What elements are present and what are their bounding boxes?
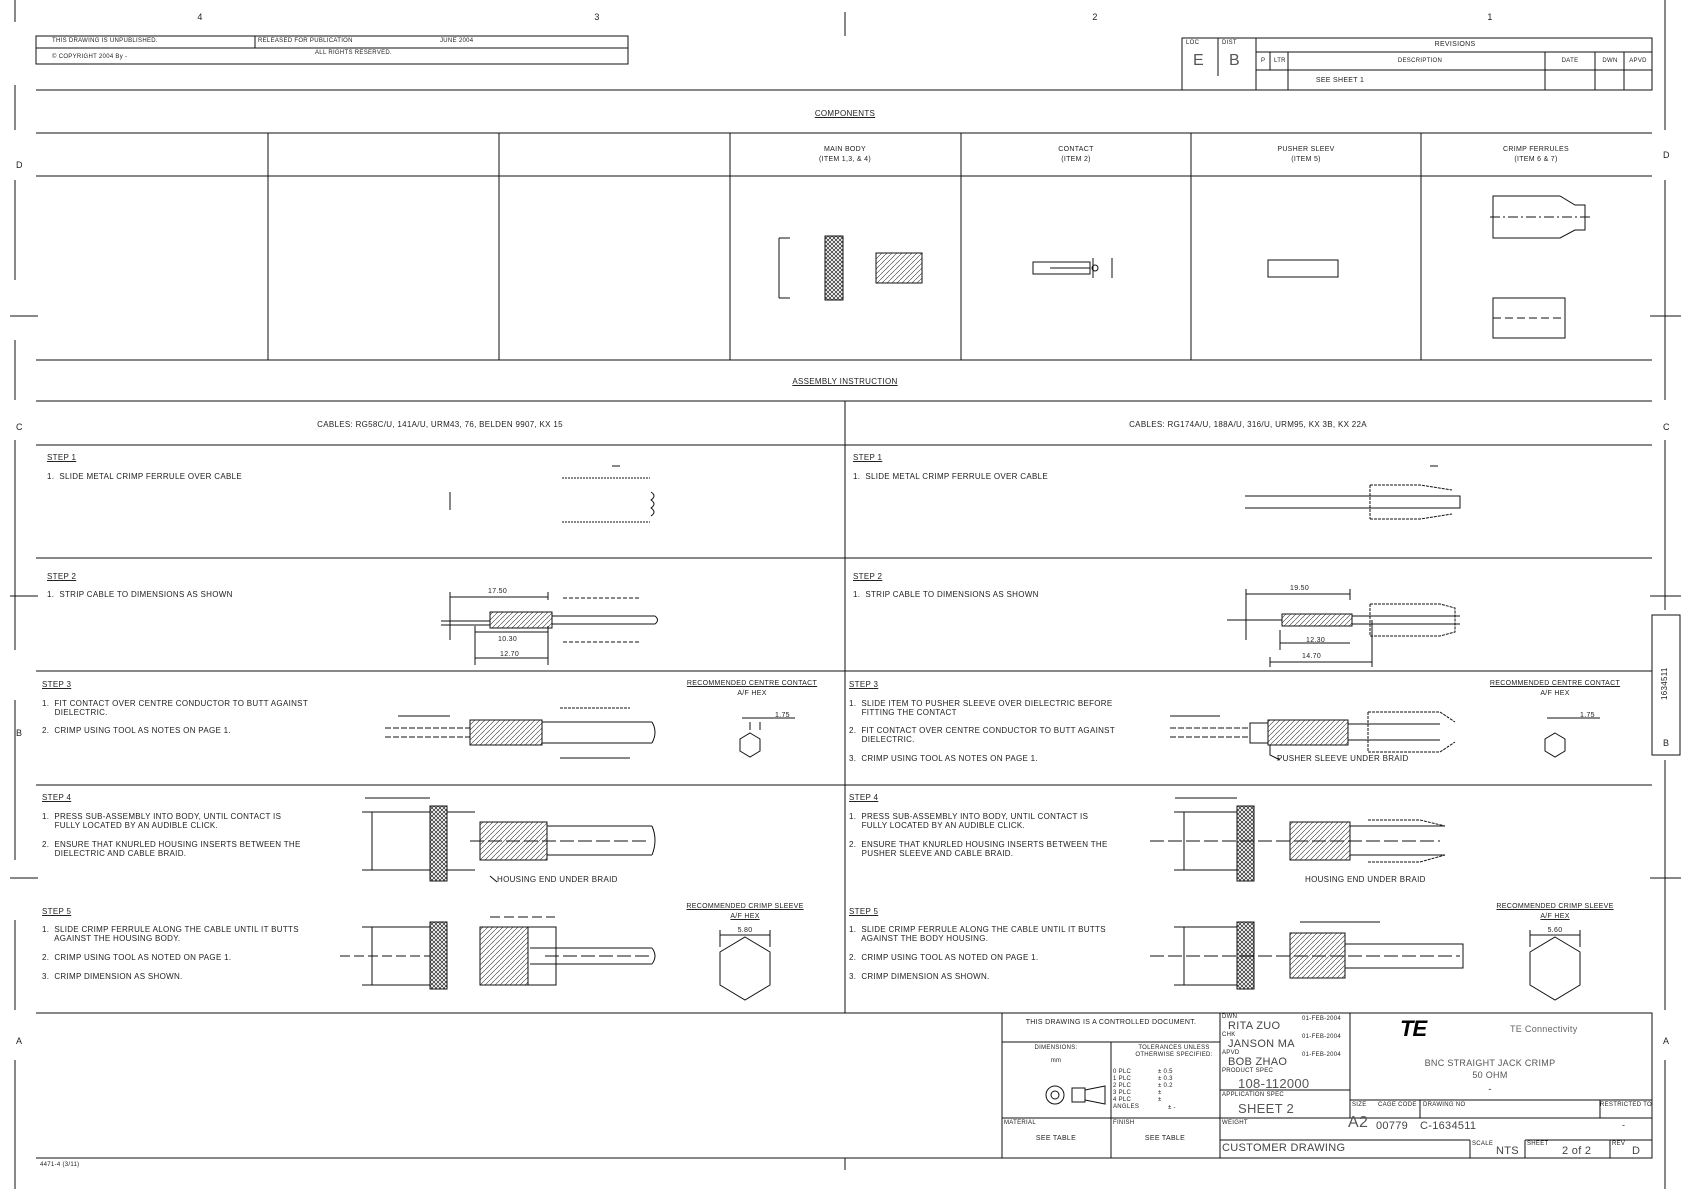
scale-value: NTS (1496, 1145, 1519, 1157)
right-step5-dim: 5.60 (1547, 927, 1563, 934)
right-step5-line2: 2. CRIMP USING TOOL AS NOTED ON PAGE 1. (849, 953, 1039, 962)
material-value: SEE TABLE (1035, 1135, 1077, 1142)
right-step3-rec1: RECOMMENDED CENTRE CONTACT (1489, 680, 1621, 687)
revisions-title: REVISIONS (1434, 41, 1476, 48)
cage-value: 00779 (1376, 1120, 1409, 1132)
assembly-title: ASSEMBLY INSTRUCTION (792, 377, 898, 386)
right-step3-line3: 3. CRIMP USING TOOL AS NOTES ON PAGE 1. (849, 754, 1038, 763)
restricted-value: - (1622, 1120, 1626, 1130)
left-step3-rec1: RECOMMENDED CENTRE CONTACT (686, 680, 818, 687)
loc-value: E (1193, 52, 1204, 69)
app-spec-label: APPLICATION SPEC (1222, 1092, 1285, 1098)
right-step4-line1a: 1. PRESS SUB-ASSEMBLY INTO BODY, UNTIL CONTACT IS (849, 812, 1089, 821)
material-label: MATERIAL (1004, 1120, 1036, 1126)
right-step5-drawing (1150, 922, 1580, 1000)
product-spec: 108-112000 (1238, 1076, 1310, 1091)
rev-ltr-label: LTR (1274, 58, 1286, 64)
right-step5-line1a: 1. SLIDE CRIMP FERRULE ALONG THE CABLE UNTIL IT BUTTS (849, 925, 1106, 934)
tol-plc: 3 PLC (1113, 1090, 1132, 1096)
rev-value: D (1632, 1145, 1641, 1157)
left-step4-line2b: DIELECTRIC AND CABLE BRAID. (42, 849, 187, 858)
dwn-name: RITA ZUO (1228, 1020, 1281, 1032)
right-step2-dim3: 14.70 (1302, 653, 1322, 660)
right-step3-title: STEP 3 (849, 680, 879, 689)
sheet-value: 2 of 2 (1562, 1145, 1592, 1157)
dimensions-unit: mm (1050, 1058, 1062, 1064)
customer-drawing: CUSTOMER DRAWING (1222, 1142, 1346, 1154)
tol-val: ± - (1168, 1105, 1176, 1111)
tol-plc: 4 PLC (1113, 1097, 1132, 1103)
tol-val: ± 0.3 (1158, 1076, 1173, 1082)
side-drawing-number: 1634511 (1660, 667, 1669, 700)
dwn-date: 01-FEB-2004 (1302, 1016, 1341, 1022)
left-step4-line1a: 1. PRESS SUB-ASSEMBLY INTO BODY, UNTIL CONTACT IS (42, 812, 282, 821)
controlled-doc-note: THIS DRAWING IS A CONTROLLED DOCUMENT. (1025, 1019, 1197, 1026)
component-main-body-items: (ITEM 1,3, & 4) (819, 156, 871, 163)
zone-left-c: C (16, 422, 23, 432)
left-step4-line2a: 2. ENSURE THAT KNURLED HOUSING INSERTS BETWEEN THE (42, 840, 301, 849)
zone-right-a: A (1663, 1036, 1670, 1046)
left-step5-line3: 3. CRIMP DIMENSION AS SHOWN. (42, 972, 183, 981)
right-step3-line2b: DIELECTRIC. (849, 735, 915, 744)
right-step4-line2b: PUSHER SLEEVE AND CABLE BRAID. (849, 849, 1014, 858)
right-step3-callout: PUSHER SLEEVE UNDER BRAID (1277, 754, 1409, 763)
appd-date: 01-FEB-2004 (1302, 1052, 1341, 1058)
form-number: 4471-4 (3/11) (40, 1162, 80, 1168)
left-step3-line1b: DIELECTRIC. (42, 708, 108, 717)
zone-top-2: 2 (1092, 12, 1098, 22)
left-step4-line1b: FULLY LOCATED BY AN AUDIBLE CLICK. (42, 821, 219, 830)
component-pusher-sleeve-items: (ITEM 5) (1291, 156, 1321, 163)
components-table (36, 133, 1652, 360)
left-step1-title: STEP 1 (47, 453, 77, 462)
left-step4-drawing (362, 798, 655, 882)
left-step5-line1a: 1. SLIDE CRIMP FERRULE ALONG THE CABLE UNTIL IT BUTTS (42, 925, 299, 934)
left-step5-title: STEP 5 (42, 907, 72, 916)
left-step2-line1: 1. STRIP CABLE TO DIMENSIONS AS SHOWN (47, 590, 233, 599)
left-cables: CABLES: RG58C/U, 141A/U, URM43, 76, BELDEN 9907, KX 15 (317, 420, 563, 429)
left-step2-dim3: 12.70 (500, 651, 520, 658)
components-title: COMPONENTS (814, 109, 876, 118)
right-step1-drawing (1245, 466, 1460, 519)
component-crimp-ferrules: CRIMP FERRULES (1503, 146, 1569, 153)
tol-val: ± 0.5 (1158, 1069, 1173, 1075)
left-step5-rec2: A/F HEX (730, 913, 760, 920)
right-cables: CABLES: RG174A/U, 188A/U, 316/U, URM95, KX 3B, KX 22A (1129, 420, 1367, 429)
finish-label: FINISH (1113, 1120, 1135, 1126)
left-step3-rec2: A/F HEX (737, 690, 767, 697)
see-sheet-note: SEE SHEET 1 (1315, 77, 1365, 84)
tol-plc: ANGLES (1113, 1104, 1140, 1110)
title-line1: BNC STRAIGHT JACK CRIMP (1424, 1058, 1556, 1068)
crimp-ferrule-component (1490, 196, 1590, 338)
drawing-no-label: DRAWING NO (1423, 1102, 1466, 1108)
chk-name: JANSON MA (1228, 1038, 1295, 1050)
app-spec: SHEET 2 (1238, 1101, 1295, 1116)
tolerances-label: TOLERANCES UNLESS OTHERWISE SPECIFIED: (1135, 1045, 1213, 1058)
left-step2-dim2: 10.30 (498, 636, 518, 643)
tol-val: ± 0.2 (1158, 1083, 1173, 1089)
dist-label: DIST (1222, 40, 1237, 46)
left-step5-line2: 2. CRIMP USING TOOL AS NOTED ON PAGE 1. (42, 953, 232, 962)
left-step5-rec1: RECOMMENDED CRIMP SLEEVE (686, 903, 804, 910)
left-step4-callout: HOUSING END UNDER BRAID (497, 875, 618, 884)
left-step5-line1b: AGAINST THE HOUSING BODY. (42, 934, 181, 943)
left-step5-drawing (340, 917, 770, 1000)
right-step3-rec2: A/F HEX (1540, 690, 1570, 697)
left-step3-line1a: 1. FIT CONTACT OVER CENTRE CONDUCTOR TO BUTT AGAINST (42, 699, 309, 708)
tol-plc: 0 PLC (1113, 1069, 1132, 1075)
chk-date: 01-FEB-2004 (1302, 1034, 1341, 1040)
copyright-note: © COPYRIGHT 2004 By - (52, 54, 128, 60)
left-step1-drawing (450, 466, 654, 522)
left-step2-drawing (441, 592, 658, 665)
te-logo: TE (1400, 1016, 1427, 1041)
right-step5-title: STEP 5 (849, 907, 879, 916)
left-step3-drawing (385, 708, 795, 758)
pusher-sleeve-component (1268, 260, 1338, 277)
right-step3-dim: 1.75 (1580, 712, 1595, 719)
rev-dwn-label: DWN (1602, 58, 1618, 64)
release-date: JUNE 2004 (440, 38, 474, 44)
right-step2-dim1: 19.50 (1290, 585, 1310, 592)
finish-value: SEE TABLE (1144, 1135, 1186, 1142)
zone-left-a: A (16, 1036, 23, 1046)
component-contact: CONTACT (1058, 146, 1094, 153)
right-step2-drawing (1227, 589, 1460, 667)
zone-left-b: B (16, 728, 23, 738)
right-step5-rec1: RECOMMENDED CRIMP SLEEVE (1496, 903, 1614, 910)
left-step3-dim: 1.75 (775, 712, 790, 719)
released-note: RELEASED FOR PUBLICATION (258, 38, 353, 44)
right-step4-title: STEP 4 (849, 793, 879, 802)
right-step1-line1: 1. SLIDE METAL CRIMP FERRULE OVER CABLE (853, 472, 1049, 481)
contact-component (1033, 258, 1112, 278)
appd-label: APVD (1222, 1050, 1240, 1056)
left-step4-title: STEP 4 (42, 793, 72, 802)
zone-right-c: C (1663, 422, 1670, 432)
zone-top-3: 3 (594, 12, 600, 22)
loc-label: LOC (1186, 40, 1200, 46)
component-pusher-sleeve: PUSHER SLEEV (1277, 146, 1335, 153)
chk-label: CHK (1222, 1032, 1236, 1038)
right-step2-dim2: 12.30 (1306, 637, 1326, 644)
company-name: TE Connectivity (1510, 1024, 1578, 1034)
left-step5-dim: 5.80 (737, 927, 753, 934)
sheet-label: SHEET (1527, 1141, 1549, 1147)
tol-val: ± (1158, 1097, 1162, 1103)
title-line2: 50 OHM (1472, 1070, 1508, 1080)
left-step2-dim1: 17.50 (488, 588, 508, 595)
zone-right-b: B (1663, 738, 1670, 748)
right-step4-callout: HOUSING END UNDER BRAID (1305, 875, 1426, 884)
right-step4-line1b: FULLY LOCATED BY AN AUDIBLE CLICK. (849, 821, 1026, 830)
appd-name: BOB ZHAO (1228, 1056, 1288, 1068)
rev-label: REV (1612, 1141, 1626, 1147)
product-spec-label: PRODUCT SPEC (1222, 1068, 1274, 1074)
left-step3-title: STEP 3 (42, 680, 72, 689)
zone-left-d: D (16, 160, 23, 170)
rev-desc-label: DESCRIPTION (1397, 58, 1443, 64)
dimensions-label: DIMENSIONS: (1034, 1045, 1078, 1051)
dwn-label: DWN (1222, 1014, 1238, 1020)
tol-val: ± (1158, 1090, 1162, 1096)
restricted-label: RESTRICTED TO (1600, 1102, 1653, 1108)
right-step4-line2a: 2. ENSURE THAT KNURLED HOUSING INSERTS BETWEEN THE (849, 840, 1108, 849)
component-main-body: MAIN BODY (824, 146, 866, 153)
right-step5-line1b: AGAINST THE BODY HOUSING. (849, 934, 989, 943)
right-step5-rec2: A/F HEX (1540, 913, 1570, 920)
size-value: A2 (1348, 1114, 1369, 1131)
left-step2-title: STEP 2 (47, 572, 77, 581)
rev-apvd-label: APVD (1629, 58, 1647, 64)
right-step5-line3: 3. CRIMP DIMENSION AS SHOWN. (849, 972, 990, 981)
cage-label: CAGE CODE (1378, 1102, 1417, 1108)
rights-note: ALL RIGHTS RESERVED. (315, 50, 393, 56)
tol-plc: 2 PLC (1113, 1083, 1132, 1089)
rev-date-label: DATE (1561, 58, 1579, 64)
right-step3-line1b: FITTING THE CONTACT (849, 708, 957, 717)
left-step3-line2: 2. CRIMP USING TOOL AS NOTES ON PAGE 1. (42, 726, 231, 735)
size-label: SIZE (1352, 1102, 1367, 1108)
scale-label: SCALE (1472, 1141, 1494, 1147)
right-step3-drawing (1170, 712, 1600, 760)
right-step2-title: STEP 2 (853, 572, 883, 581)
zone-right-d: D (1663, 150, 1670, 160)
right-step3-line1a: 1. SLIDE ITEM TO PUSHER SLEEVE OVER DIELECTRIC BEFORE (849, 699, 1113, 708)
right-step4-drawing (1150, 798, 1445, 881)
zone-top-4: 4 (197, 12, 203, 22)
left-step1-line1: 1. SLIDE METAL CRIMP FERRULE OVER CABLE (47, 472, 243, 481)
main-body-component (779, 236, 922, 300)
dist-value: B (1229, 52, 1240, 69)
right-step2-line1: 1. STRIP CABLE TO DIMENSIONS AS SHOWN (853, 590, 1039, 599)
weight-label: WEIGHT (1222, 1120, 1248, 1126)
right-step1-title: STEP 1 (853, 453, 883, 462)
component-crimp-ferrules-items: (ITEM 6 & 7) (1514, 156, 1558, 163)
rev-p-label: P (1261, 58, 1266, 64)
right-step3-line2a: 2. FIT CONTACT OVER CENTRE CONDUCTOR TO BUTT AGAINST (849, 726, 1116, 735)
title-dash: - (1488, 1084, 1492, 1094)
zone-top-1: 1 (1487, 12, 1493, 22)
tol-plc: 1 PLC (1113, 1076, 1132, 1082)
unpublished-note: THIS DRAWING IS UNPUBLISHED. (52, 38, 158, 44)
component-contact-items: (ITEM 2) (1061, 156, 1091, 163)
drawing-number: C-1634511 (1420, 1120, 1477, 1132)
